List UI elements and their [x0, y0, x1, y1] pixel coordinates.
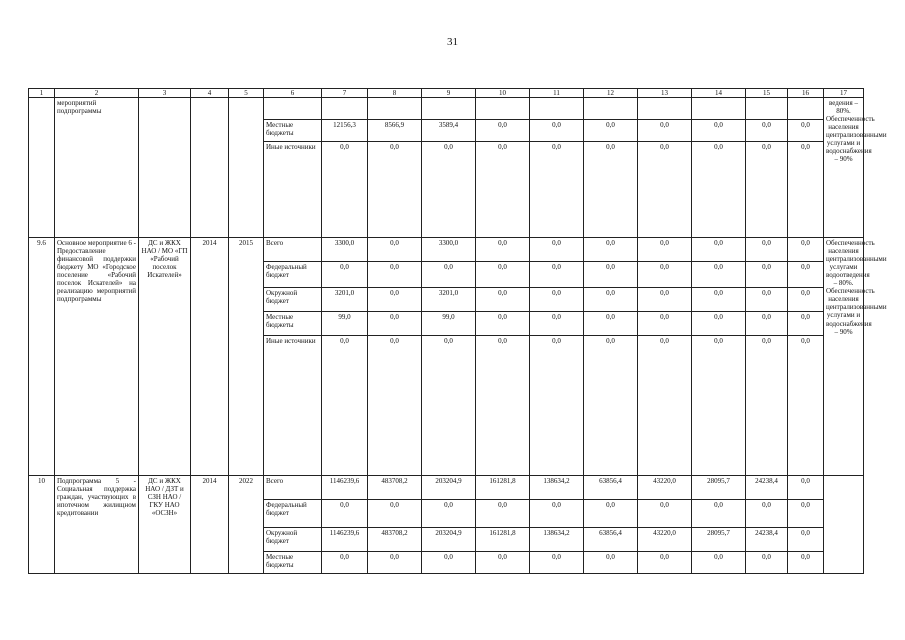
- activity-name: мероприятий подпрограммы: [55, 98, 139, 238]
- funding-value: 0,0: [746, 238, 788, 262]
- column-number: 4: [191, 89, 229, 98]
- item-number: [29, 98, 55, 238]
- funding-value: 3589,4: [422, 120, 476, 142]
- funding-value: 0,0: [322, 262, 368, 288]
- column-number: 10: [476, 89, 530, 98]
- funding-value: 0,0: [476, 312, 530, 336]
- funding-value: 63856,4: [584, 476, 638, 500]
- funding-value: [530, 98, 584, 120]
- funding-value: 0,0: [422, 336, 476, 476]
- funding-value: 0,0: [530, 142, 584, 238]
- funding-value: 0,0: [422, 500, 476, 528]
- executor: ДС и ЖКХ НАО / МО «ГП «Рабочий поселок Искателей»: [139, 238, 191, 476]
- funding-value: 0,0: [746, 500, 788, 528]
- funding-value: 0,0: [584, 336, 638, 476]
- funding-value: 0,0: [788, 528, 824, 552]
- column-number: 12: [584, 89, 638, 98]
- funding-value: 0,0: [638, 288, 692, 312]
- funding-source: Местные бюджеты: [264, 120, 322, 142]
- funding-value: 0,0: [788, 500, 824, 528]
- page-number: 31: [447, 36, 458, 48]
- column-number: 2: [55, 89, 139, 98]
- program-funding-table: [28, 88, 887, 574]
- funding-value: 0,0: [476, 288, 530, 312]
- funding-value: 0,0: [788, 476, 824, 500]
- funding-value: 0,0: [788, 262, 824, 288]
- funding-value: 12156,3: [322, 120, 368, 142]
- funding-value: 0,0: [530, 552, 584, 574]
- expected-result: ведения – 80%. Обеспеченность населения централизованными услугами и водоснабжения – 90%: [824, 98, 864, 238]
- funding-value: 483708,2: [368, 528, 422, 552]
- column-number: 8: [368, 89, 422, 98]
- funding-value: [638, 98, 692, 120]
- funding-source: Всего: [264, 476, 322, 500]
- funding-value: 0,0: [530, 500, 584, 528]
- funding-source: Иные источники: [264, 142, 322, 238]
- funding-value: [584, 98, 638, 120]
- funding-value: 3300,0: [322, 238, 368, 262]
- funding-value: 161281,8: [476, 528, 530, 552]
- funding-value: 63856,4: [584, 528, 638, 552]
- executor: [139, 98, 191, 238]
- funding-value: 0,0: [476, 336, 530, 476]
- funding-value: 0,0: [638, 238, 692, 262]
- funding-value: 0,0: [638, 262, 692, 288]
- funding-value: 0,0: [476, 120, 530, 142]
- funding-value: 0,0: [584, 288, 638, 312]
- funding-value: 0,0: [476, 238, 530, 262]
- funding-value: 99,0: [422, 312, 476, 336]
- funding-value: 0,0: [638, 336, 692, 476]
- funding-value: 0,0: [638, 312, 692, 336]
- funding-value: [788, 98, 824, 120]
- funding-value: 0,0: [368, 312, 422, 336]
- funding-value: 0,0: [368, 288, 422, 312]
- funding-value: [746, 98, 788, 120]
- funding-source: Местные бюджеты: [264, 552, 322, 574]
- funding-value: 0,0: [422, 142, 476, 238]
- funding-source: Окружной бюджет: [264, 288, 322, 312]
- funding-value: 28095,7: [692, 476, 746, 500]
- column-number: 9: [422, 89, 476, 98]
- funding-value: 0,0: [638, 120, 692, 142]
- funding-value: 1146239,6: [322, 528, 368, 552]
- funding-value: 138634,2: [530, 528, 584, 552]
- funding-value: 3201,0: [422, 288, 476, 312]
- funding-value: 0,0: [788, 552, 824, 574]
- column-number: 17: [824, 89, 864, 98]
- funding-value: 43220,0: [638, 528, 692, 552]
- funding-value: 0,0: [530, 262, 584, 288]
- funding-value: 0,0: [322, 336, 368, 476]
- funding-value: 0,0: [788, 336, 824, 476]
- funding-value: [476, 98, 530, 120]
- funding-source: Всего: [264, 238, 322, 262]
- funding-value: 0,0: [746, 552, 788, 574]
- funding-value: 0,0: [530, 238, 584, 262]
- column-number: 1: [29, 89, 55, 98]
- funding-value: 0,0: [746, 120, 788, 142]
- funding-value: 0,0: [584, 262, 638, 288]
- table-row: [29, 238, 864, 262]
- funding-value: 0,0: [422, 552, 476, 574]
- expected-result: [824, 476, 864, 574]
- funding-value: 0,0: [638, 500, 692, 528]
- funding-value: 8566,9: [368, 120, 422, 142]
- start-year: 2014: [191, 238, 229, 476]
- funding-value: 0,0: [692, 312, 746, 336]
- funding-value: 0,0: [788, 238, 824, 262]
- funding-value: 0,0: [368, 142, 422, 238]
- funding-value: 24238,4: [746, 528, 788, 552]
- item-number: 9.6: [29, 238, 55, 476]
- funding-value: 203204,9: [422, 476, 476, 500]
- column-number: 6: [264, 89, 322, 98]
- funding-value: 0,0: [788, 312, 824, 336]
- table-row: [29, 476, 864, 500]
- activity-name: Подпрограмма 5 - Социальная поддержка граждан, участвующих в ипотечном жилищном кредитовании: [55, 476, 139, 574]
- funding-value: 1146239,6: [322, 476, 368, 500]
- funding-source: Иные источники: [264, 336, 322, 476]
- funding-value: 0,0: [368, 262, 422, 288]
- funding-value: 0,0: [692, 238, 746, 262]
- funding-source: [264, 98, 322, 120]
- funding-value: 138634,2: [530, 476, 584, 500]
- funding-value: 43220,0: [638, 476, 692, 500]
- funding-value: 0,0: [368, 238, 422, 262]
- funding-value: 0,0: [584, 500, 638, 528]
- activity-name: Основное мероприятие 6 - Предоставление финансовой поддержки бюджету МО «Городское поселение «Рабочий поселок Искателей» на реализацию мероприятий подпрограммы: [55, 238, 139, 476]
- funding-value: 0,0: [788, 120, 824, 142]
- funding-value: 0,0: [476, 500, 530, 528]
- funding-value: 0,0: [692, 500, 746, 528]
- column-number: 11: [530, 89, 584, 98]
- funding-value: 0,0: [788, 142, 824, 238]
- end-year: 2015: [229, 238, 264, 476]
- funding-value: 161281,8: [476, 476, 530, 500]
- funding-value: 0,0: [746, 262, 788, 288]
- funding-value: 0,0: [638, 142, 692, 238]
- funding-value: 0,0: [692, 288, 746, 312]
- funding-value: 0,0: [322, 552, 368, 574]
- column-number: 5: [229, 89, 264, 98]
- funding-value: 0,0: [584, 552, 638, 574]
- executor: ДС и ЖКХ НАО / ДЗТ и СЗН НАО / ГКУ НАО «ОСЗН»: [139, 476, 191, 574]
- funding-value: 0,0: [530, 120, 584, 142]
- end-year: [229, 98, 264, 238]
- funding-value: 0,0: [322, 142, 368, 238]
- funding-value: 0,0: [692, 552, 746, 574]
- funding-value: 99,0: [322, 312, 368, 336]
- start-year: 2014: [191, 476, 229, 574]
- table-row: [29, 98, 864, 120]
- column-number: 3: [139, 89, 191, 98]
- funding-value: 0,0: [584, 120, 638, 142]
- funding-value: 0,0: [584, 238, 638, 262]
- funding-value: 3201,0: [322, 288, 368, 312]
- funding-source: Федеральный бюджет: [264, 500, 322, 528]
- funding-value: 0,0: [788, 288, 824, 312]
- funding-value: 0,0: [746, 312, 788, 336]
- funding-value: [322, 98, 368, 120]
- funding-value: 28095,7: [692, 528, 746, 552]
- funding-value: [368, 98, 422, 120]
- end-year: 2022: [229, 476, 264, 574]
- column-number: 15: [746, 89, 788, 98]
- column-number: 14: [692, 89, 746, 98]
- funding-value: 0,0: [584, 312, 638, 336]
- funding-value: 0,0: [584, 142, 638, 238]
- funding-value: 0,0: [322, 500, 368, 528]
- funding-value: 0,0: [476, 142, 530, 238]
- column-number: 16: [788, 89, 824, 98]
- column-number-row: [29, 89, 864, 98]
- funding-value: 0,0: [530, 312, 584, 336]
- funding-value: 203204,9: [422, 528, 476, 552]
- funding-value: 3300,0: [422, 238, 476, 262]
- item-number: 10: [29, 476, 55, 574]
- funding-source: Окружной бюджет: [264, 528, 322, 552]
- funding-value: 0,0: [692, 262, 746, 288]
- funding-value: 0,0: [368, 336, 422, 476]
- funding-value: 0,0: [422, 262, 476, 288]
- funding-value: 0,0: [638, 552, 692, 574]
- funding-value: 0,0: [746, 288, 788, 312]
- funding-value: 0,0: [368, 500, 422, 528]
- funding-source: Местные бюджеты: [264, 312, 322, 336]
- funding-value: 0,0: [746, 336, 788, 476]
- column-number: 13: [638, 89, 692, 98]
- start-year: [191, 98, 229, 238]
- funding-value: [422, 98, 476, 120]
- expected-result: Обеспеченность населения централизованными услугами водоотведения – 80%. Обеспеченность населения централизованными услугами и водоснабжения – 90%: [824, 238, 864, 476]
- funding-value: 483708,2: [368, 476, 422, 500]
- funding-value: 0,0: [692, 142, 746, 238]
- funding-value: 0,0: [476, 552, 530, 574]
- funding-value: 24238,4: [746, 476, 788, 500]
- funding-value: 0,0: [692, 120, 746, 142]
- funding-value: 0,0: [368, 552, 422, 574]
- funding-value: 0,0: [692, 336, 746, 476]
- funding-value: 0,0: [476, 262, 530, 288]
- funding-value: 0,0: [530, 336, 584, 476]
- funding-source: Федеральный бюджет: [264, 262, 322, 288]
- column-number: 7: [322, 89, 368, 98]
- funding-value: [692, 98, 746, 120]
- funding-value: 0,0: [530, 288, 584, 312]
- funding-value: 0,0: [746, 142, 788, 238]
